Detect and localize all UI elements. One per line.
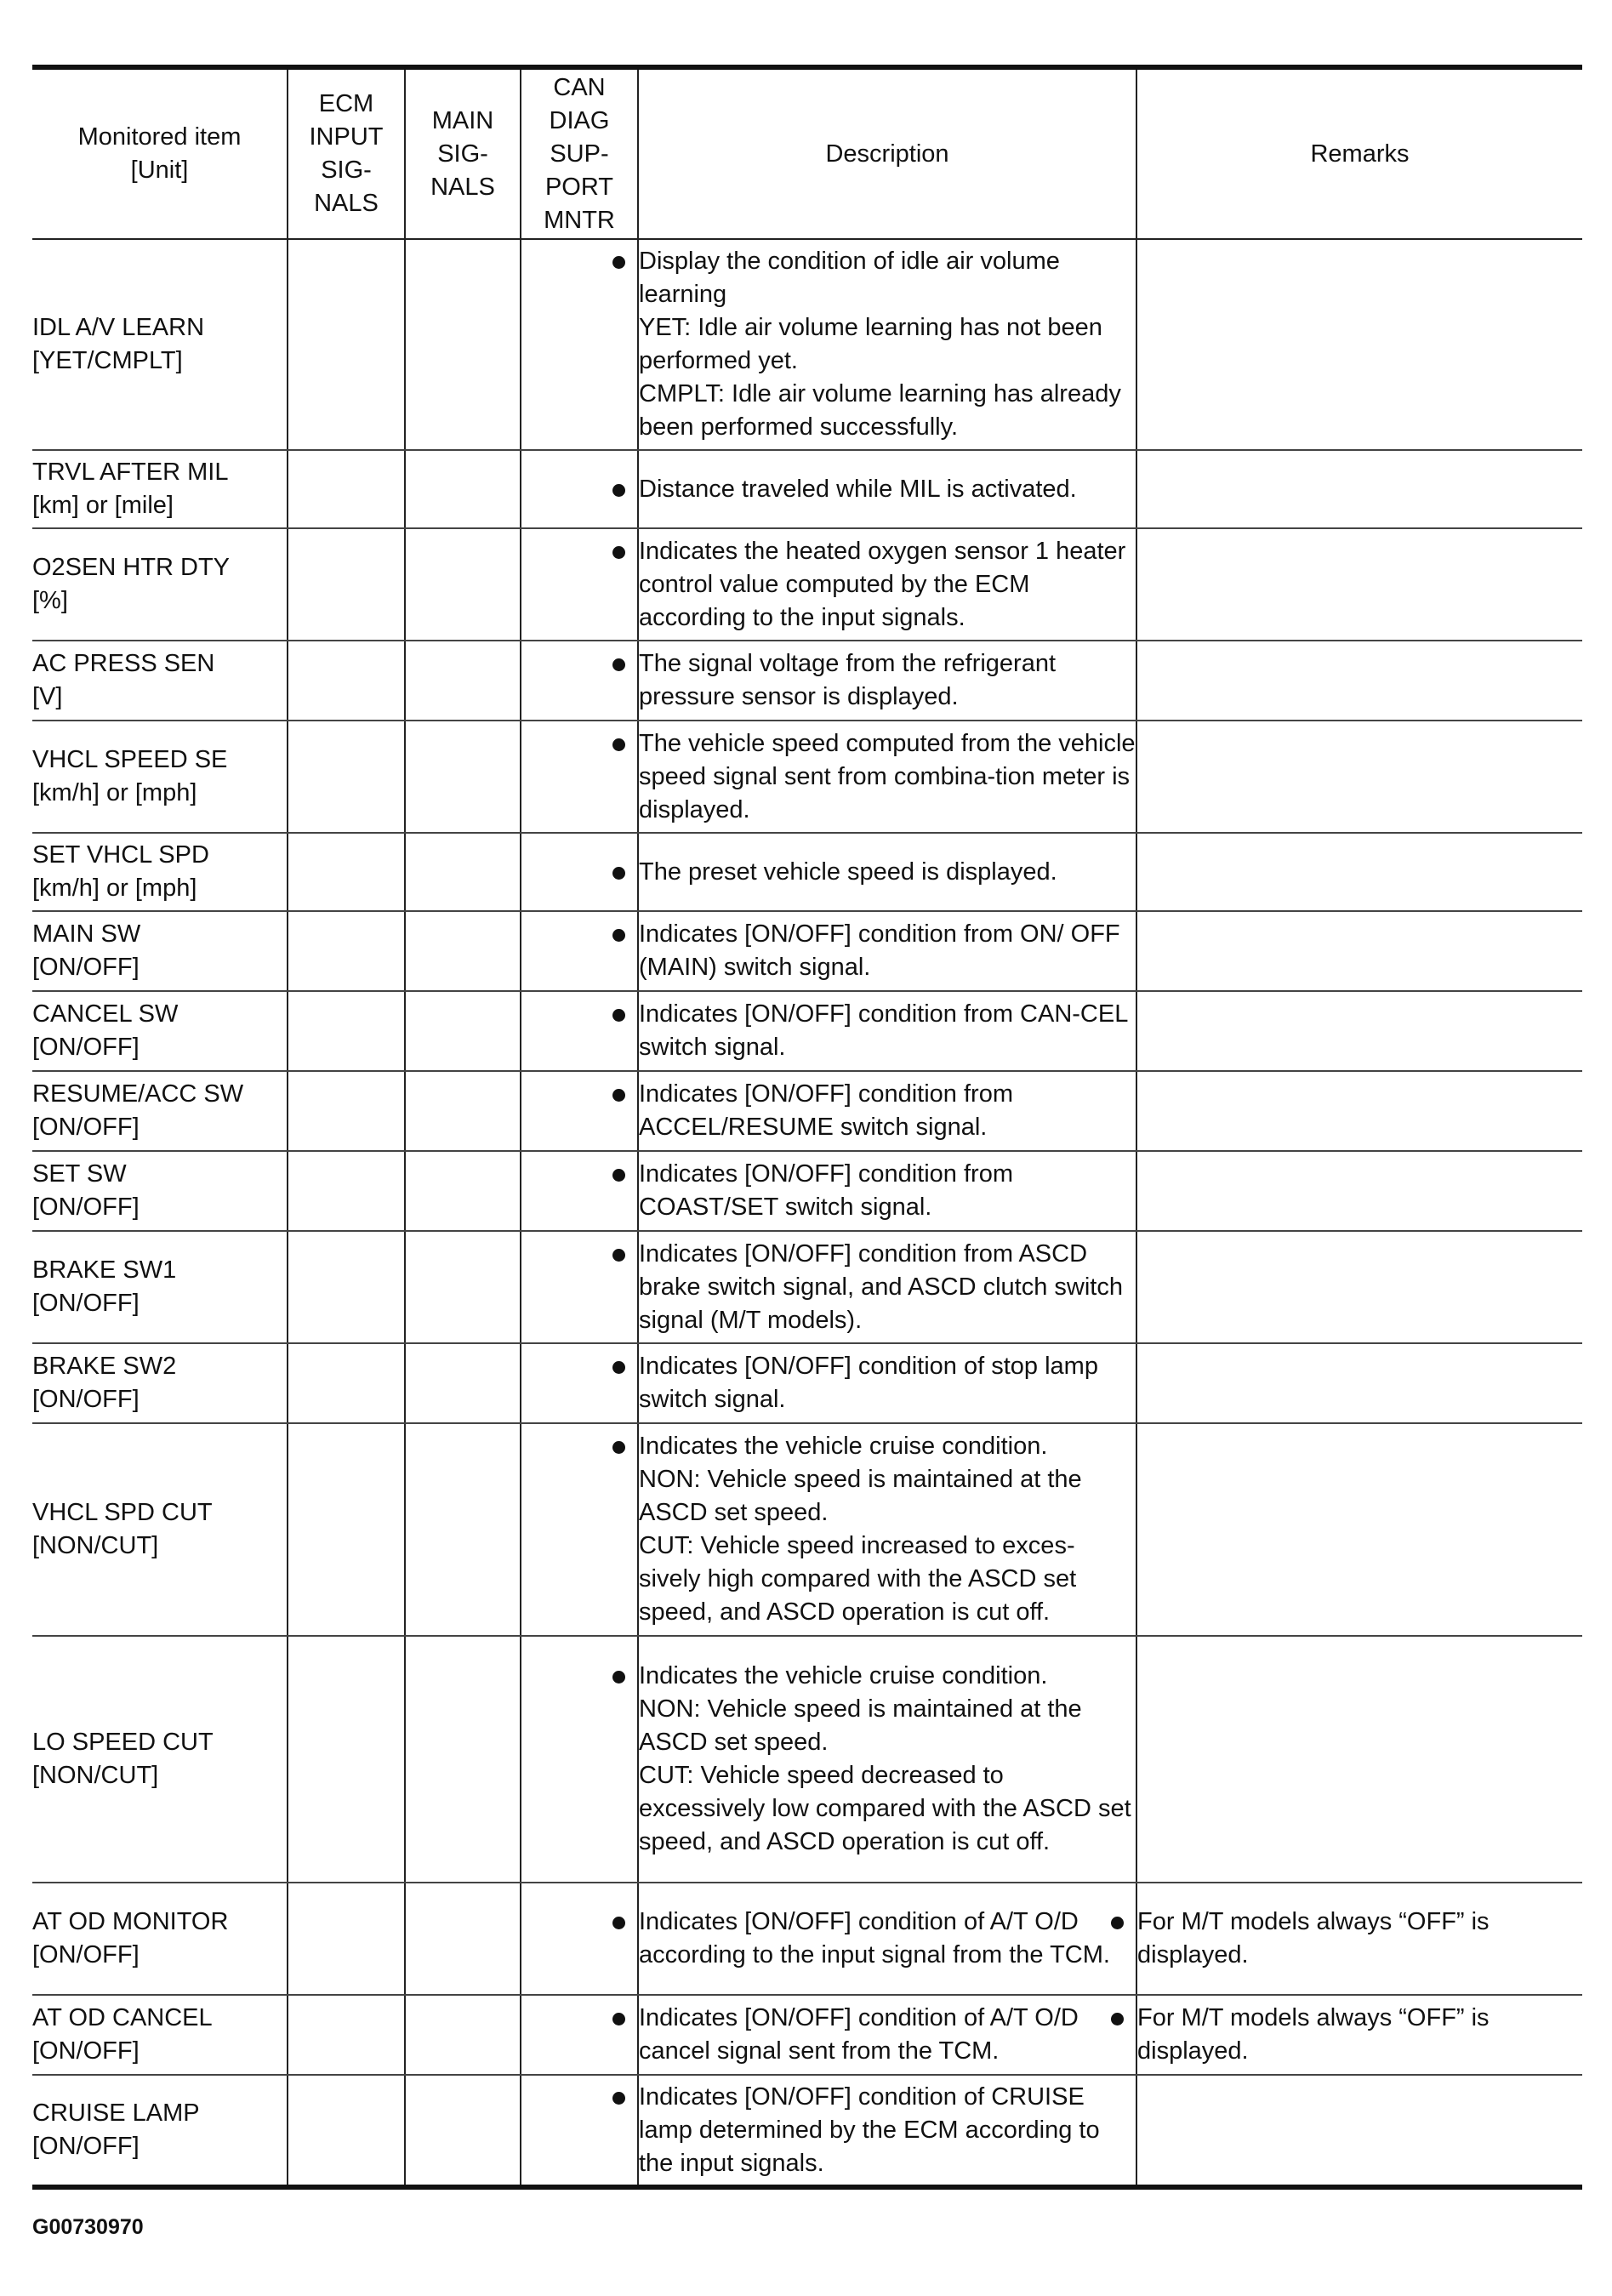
table-row xyxy=(32,721,1582,833)
ecm-input-cell xyxy=(288,239,405,450)
description-cell xyxy=(638,1995,1136,2075)
main-signals-cell xyxy=(405,1343,521,1423)
remarks-cell xyxy=(1136,528,1582,641)
description-cell xyxy=(638,1423,1136,1636)
table-row xyxy=(32,528,1582,641)
ecm-input-cell xyxy=(288,911,405,991)
can-diag-cell xyxy=(521,1071,638,1151)
header-main-signals: MAIN SIG- NALS xyxy=(405,67,521,239)
can-diag-cell xyxy=(521,1423,638,1636)
header-description: Description xyxy=(638,67,1136,239)
description-cell xyxy=(638,1151,1136,1231)
description-detail: CUT: Vehicle speed increased to exces-sively high compared with the ASCD set speed, and ASCD operation is cut off. xyxy=(639,1532,1077,1626)
monitored-item-cell: VHCL SPEED SE [km/h] or [mph] xyxy=(32,721,288,833)
main-signals-cell xyxy=(405,1423,521,1636)
main-signals-cell xyxy=(405,1071,521,1151)
remarks-cell xyxy=(1136,450,1582,528)
monitored-item-cell: CANCEL SW [ON/OFF] xyxy=(32,991,288,1071)
table-row xyxy=(32,1343,1582,1423)
main-signals-cell xyxy=(405,450,521,528)
can-diag-cell xyxy=(521,239,638,450)
table-row xyxy=(32,239,1582,450)
description-cell xyxy=(638,1231,1136,1343)
ecm-input-cell xyxy=(288,528,405,641)
monitored-item-cell: AT OD MONITOR [ON/OFF] xyxy=(32,1883,288,1995)
description-bullet: Indicates the heated oxygen sensor 1 heater control value computed by the ECM according to the input signals. xyxy=(639,535,1136,635)
remarks-cell xyxy=(1136,1071,1582,1151)
table-row xyxy=(32,991,1582,1071)
ecm-input-cell xyxy=(288,991,405,1071)
remarks-bullet: For M/T models always “OFF” is displayed. xyxy=(1137,1906,1582,1972)
description-bullet: Indicates [ON/OFF] condition of A/T O/D according to the input signal from the TCM. xyxy=(639,1906,1136,1972)
monitored-item-cell: O2SEN HTR DTY [%] xyxy=(32,528,288,641)
remarks-cell xyxy=(1136,1343,1582,1423)
main-signals-cell xyxy=(405,1995,521,2075)
ecm-input-cell xyxy=(288,2075,405,2187)
main-signals-cell xyxy=(405,1883,521,1995)
remarks-cell xyxy=(1136,641,1582,721)
description-detail: YET: Idle air volume learning has not been performed yet. xyxy=(639,314,1102,374)
description-bullet: Display the condition of idle air volume learning xyxy=(639,245,1136,311)
main-signals-cell xyxy=(405,528,521,641)
main-signals-cell xyxy=(405,911,521,991)
remarks-cell xyxy=(1136,2075,1582,2187)
monitored-item-cell: RESUME/ACC SW [ON/OFF] xyxy=(32,1071,288,1151)
description-bullet: Indicates the vehicle cruise condition. xyxy=(639,1660,1136,1693)
description-bullet: Indicates [ON/OFF] condition from COAST/SET switch signal. xyxy=(639,1158,1136,1224)
monitor-item-table xyxy=(32,65,1582,2190)
header-remarks: Remarks xyxy=(1136,67,1582,239)
monitored-item-cell: CRUISE LAMP [ON/OFF] xyxy=(32,2075,288,2187)
description-detail: NON: Vehicle speed is maintained at the ASCD set speed. xyxy=(639,1695,1082,1756)
remarks-cell xyxy=(1136,1995,1582,2075)
table-row xyxy=(32,1071,1582,1151)
description-detail: CMPLT: Idle air volume learning has already been performed successfully. xyxy=(639,380,1121,441)
ecm-input-cell xyxy=(288,721,405,833)
description-bullet: Indicates [ON/OFF] condition of stop lamp switch signal. xyxy=(639,1350,1136,1416)
figure-code: G00730970 xyxy=(32,2215,144,2239)
ecm-input-cell xyxy=(288,450,405,528)
remarks-cell xyxy=(1136,1231,1582,1343)
can-diag-cell xyxy=(521,991,638,1071)
ecm-input-cell xyxy=(288,1995,405,2075)
remarks-cell xyxy=(1136,1883,1582,1995)
can-diag-cell xyxy=(521,1231,638,1343)
description-bullet: The signal voltage from the refrigerant pressure sensor is displayed. xyxy=(639,647,1136,714)
description-cell xyxy=(638,1636,1136,1883)
description-cell xyxy=(638,1071,1136,1151)
can-diag-cell xyxy=(521,1995,638,2075)
table-row xyxy=(32,1636,1582,1883)
monitored-item-cell: AT OD CANCEL [ON/OFF] xyxy=(32,1995,288,2075)
table-row xyxy=(32,1231,1582,1343)
monitored-item-cell: SET SW [ON/OFF] xyxy=(32,1151,288,1231)
main-signals-cell xyxy=(405,2075,521,2187)
description-cell xyxy=(638,833,1136,911)
can-diag-cell xyxy=(521,641,638,721)
monitored-item-cell: BRAKE SW1 [ON/OFF] xyxy=(32,1231,288,1343)
can-diag-cell xyxy=(521,911,638,991)
remarks-cell xyxy=(1136,721,1582,833)
main-signals-cell xyxy=(405,721,521,833)
description-cell xyxy=(638,450,1136,528)
remarks-cell xyxy=(1136,911,1582,991)
table-row xyxy=(32,641,1582,721)
monitored-item-cell: AC PRESS SEN [V] xyxy=(32,641,288,721)
monitored-item-cell: BRAKE SW2 [ON/OFF] xyxy=(32,1343,288,1423)
header-monitored-item: Monitored item [Unit] xyxy=(32,67,288,239)
main-signals-cell xyxy=(405,1636,521,1883)
can-diag-cell xyxy=(521,528,638,641)
description-cell xyxy=(638,1883,1136,1995)
remarks-cell xyxy=(1136,1636,1582,1883)
ecm-input-cell xyxy=(288,1231,405,1343)
table-row xyxy=(32,1423,1582,1636)
ecm-input-cell xyxy=(288,1151,405,1231)
monitored-item-cell: VHCL SPD CUT [NON/CUT] xyxy=(32,1423,288,1636)
ecm-input-cell xyxy=(288,1636,405,1883)
remarks-cell xyxy=(1136,991,1582,1071)
header-ecm-input-signals: ECM INPUT SIG- NALS xyxy=(288,67,405,239)
main-signals-cell xyxy=(405,1151,521,1231)
remarks-cell xyxy=(1136,1423,1582,1636)
can-diag-cell xyxy=(521,1883,638,1995)
main-signals-cell xyxy=(405,833,521,911)
description-cell xyxy=(638,991,1136,1071)
description-bullet: The vehicle speed computed from the vehicle speed signal sent from combina-tion meter is displayed. xyxy=(639,727,1136,827)
ecm-input-cell xyxy=(288,1071,405,1151)
can-diag-cell xyxy=(521,1151,638,1231)
description-cell xyxy=(638,528,1136,641)
description-cell xyxy=(638,2075,1136,2187)
description-detail: CUT: Vehicle speed decreased to excessively low compared with the ASCD set speed, and ASCD operation is cut off. xyxy=(639,1762,1131,1855)
description-bullet: Indicates [ON/OFF] condition from ON/ OFF (MAIN) switch signal. xyxy=(639,918,1136,984)
remarks-cell xyxy=(1136,1151,1582,1231)
remarks-cell xyxy=(1136,239,1582,450)
description-cell xyxy=(638,1343,1136,1423)
ecm-input-cell xyxy=(288,1343,405,1423)
description-bullet: Indicates [ON/OFF] condition from ASCD brake switch signal, and ASCD clutch switch signal (M/T models). xyxy=(639,1238,1136,1337)
description-bullet: Indicates [ON/OFF] condition of CRUISE lamp determined by the ECM according to the input signals. xyxy=(639,2081,1136,2180)
ecm-input-cell xyxy=(288,641,405,721)
description-bullet: Indicates [ON/OFF] condition from CAN-CEL switch signal. xyxy=(639,998,1136,1064)
monitored-item-cell: TRVL AFTER MIL [km] or [mile] xyxy=(32,450,288,528)
remarks-bullet: For M/T models always “OFF” is displayed. xyxy=(1137,2002,1582,2068)
description-cell xyxy=(638,721,1136,833)
description-bullet: Distance traveled while MIL is activated. xyxy=(639,473,1136,506)
main-signals-cell xyxy=(405,239,521,450)
description-bullet: Indicates the vehicle cruise condition. xyxy=(639,1430,1136,1463)
description-cell xyxy=(638,911,1136,991)
description-cell xyxy=(638,239,1136,450)
table-row xyxy=(32,833,1582,911)
header-can-diag-support-mntr: CAN DIAG SUP- PORT MNTR xyxy=(521,67,638,239)
ecm-input-cell xyxy=(288,833,405,911)
main-signals-cell xyxy=(405,1231,521,1343)
description-bullet: The preset vehicle speed is displayed. xyxy=(639,856,1136,889)
ecm-input-cell xyxy=(288,1883,405,1995)
description-cell xyxy=(638,641,1136,721)
description-detail: NON: Vehicle speed is maintained at the ASCD set speed. xyxy=(639,1466,1082,1526)
main-signals-cell xyxy=(405,641,521,721)
table-row xyxy=(32,1995,1582,2075)
monitored-item-cell: LO SPEED CUT [NON/CUT] xyxy=(32,1636,288,1883)
can-diag-cell xyxy=(521,721,638,833)
monitored-item-cell: SET VHCL SPD [km/h] or [mph] xyxy=(32,833,288,911)
main-signals-cell xyxy=(405,991,521,1071)
monitored-item-cell: IDL A/V LEARN [YET/CMPLT] xyxy=(32,239,288,450)
table-row xyxy=(32,2075,1582,2187)
description-bullet: Indicates [ON/OFF] condition from ACCEL/RESUME switch signal. xyxy=(639,1078,1136,1144)
monitored-item-cell: MAIN SW [ON/OFF] xyxy=(32,911,288,991)
ecm-input-cell xyxy=(288,1423,405,1636)
table-row xyxy=(32,911,1582,991)
table-header-row xyxy=(32,67,1582,239)
table-row xyxy=(32,450,1582,528)
table-body xyxy=(32,239,1582,2187)
table-row xyxy=(32,1883,1582,1995)
table-row xyxy=(32,1151,1582,1231)
can-diag-cell xyxy=(521,1343,638,1423)
description-bullet: Indicates [ON/OFF] condition of A/T O/D cancel signal sent from the TCM. xyxy=(639,2002,1136,2068)
remarks-cell xyxy=(1136,833,1582,911)
